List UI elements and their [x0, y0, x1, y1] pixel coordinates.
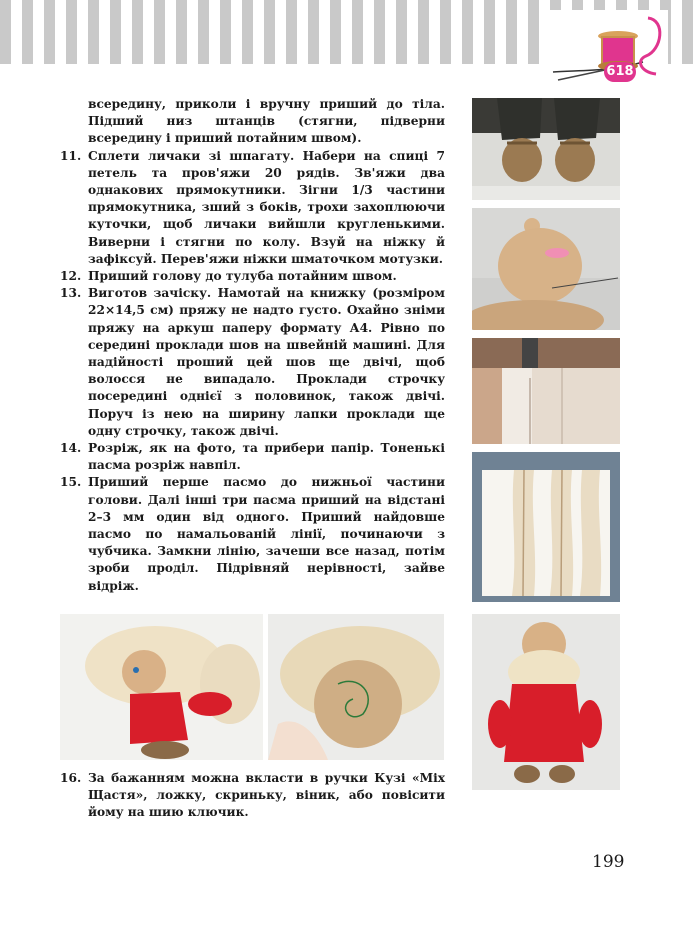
step-text: Виготов зачіску. Намотай на книжку (розміром 22×14,5 см) пряжу не надто густо. Охайно зніми пряжу на аркуш паперу формату А4. Рівно по середині проклади шов на швейній машині. Для надійності проший цей шов ще двічі, щоб волосся не випадало. Проклади строчку посередині однієї з половинок, також двічі. Поруч із нею на ширину лапки проклади ще одну строчку, також двічі.: [88, 286, 445, 438]
step-text: Приший голову до тулуба потайним швом.: [88, 269, 397, 284]
step-item: [60, 770, 445, 822]
page-number: 199: [592, 852, 625, 872]
step-item: [60, 440, 445, 474]
photo-doll-hair-layout: [60, 614, 263, 760]
photo-head-back-hair: [268, 614, 444, 760]
step-text: Приший перше пасмо до нижньої частини голови. Далі інші три пасма приший на відстані 2–3 мм один від одного. Приший найдовше пасмо по намальованій лінії, починаючи з чубчика. Замкни лінію, зачеши все назад, потім зроби проділ. Підрівняй нерівності, зайве відріж.: [88, 475, 445, 593]
logo-badge: 618: [604, 62, 636, 82]
photo-sewing-seam: [472, 338, 620, 444]
continuation-paragraph: [60, 96, 445, 148]
step-text: За бажанням можна вкласти в ручки Кузі «Міх Щастя», ложку, скриньку, віник, або повісити йому на шию ключик.: [88, 771, 445, 820]
continuation-text: всередину, приколи і вручну приший до тіла. Підший низ штанців (стягни, підверни всередину і приший потайним швом).: [88, 97, 445, 146]
step-number: 16.: [60, 771, 82, 785]
step-number: 11.: [60, 148, 82, 163]
step-text: Сплети личаки зі шпагату. Набери на спиці 7 петель та пров'яжи 20 рядів. Зв'яжи два однакових прямокутники. Зігни 1/3 частини прямокутника, зший з боків, трохи захоплюючи куточки, щоб личаки вийшли кругленькими. Виверни і стягни по колу. Взуй на ніжку й зафіксуй. Перев'яжи ніжки шматочком мотузки.: [88, 148, 445, 266]
photo-yarn-strips: [472, 452, 620, 602]
instructions-text: [60, 96, 445, 595]
header-logo: [548, 10, 668, 90]
photo-doll-shoes: [472, 98, 620, 200]
step-number: 13.: [60, 286, 82, 301]
step-item: [60, 268, 445, 285]
photo-doll-head: [472, 208, 620, 330]
step-item: [60, 285, 445, 440]
step-item: [60, 148, 445, 268]
step-number: 15.: [60, 475, 82, 490]
step-text: Розріж, як на фото, та прибери папір. Тоненькі пасма розріж навпіл.: [88, 441, 445, 473]
final-step: [60, 770, 445, 822]
step-number: 12.: [60, 269, 82, 284]
step-number: 14.: [60, 441, 82, 456]
photo-finished-doll: [472, 614, 620, 790]
step-item: [60, 474, 445, 594]
